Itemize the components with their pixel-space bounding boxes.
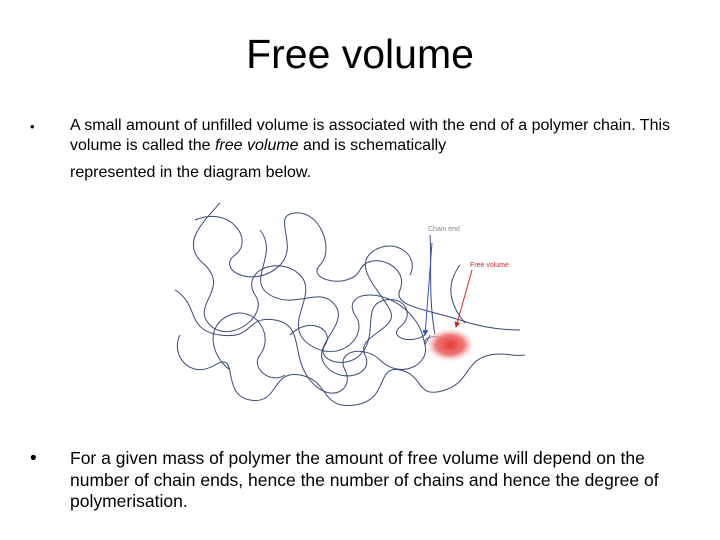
- free-volume-label: Free volume: [470, 262, 509, 269]
- polymer-chain-8: [430, 235, 435, 335]
- polymer-chain-5: [175, 290, 460, 393]
- polymer-chain-4: [260, 230, 412, 376]
- polymer-chain-9: [451, 265, 465, 323]
- bullet-text-1-continued: represented in the diagram below.: [70, 164, 312, 181]
- free-volume-blob: [424, 327, 476, 363]
- chain-end-label: Chain end: [428, 226, 460, 233]
- free-volume-diagram: [160, 195, 560, 420]
- bullet-marker-2: •: [30, 448, 37, 469]
- bullet-marker-1: •: [30, 119, 35, 134]
- polymer-chain-1: [193, 203, 430, 352]
- bullet-text-2: For a given mass of polymer the amount of free volume will depend on the number of chain ends, hence the number of chains and hence the degree of polymerisation.: [70, 448, 659, 511]
- slide-title: Free volume: [246, 31, 474, 77]
- bullet-text-1-emphasis: free volume: [214, 137, 299, 154]
- free-volume-arrow: [456, 270, 472, 327]
- bullet-text-1-pre: A small amount of unfilled volume is associated with the end of a polymer chain. This volume is called the: [70, 117, 671, 154]
- polymer-chains: [175, 203, 525, 406]
- bullet-text-1: [70, 116, 680, 156]
- bullet-text-1-post: and is schematically: [298, 137, 447, 154]
